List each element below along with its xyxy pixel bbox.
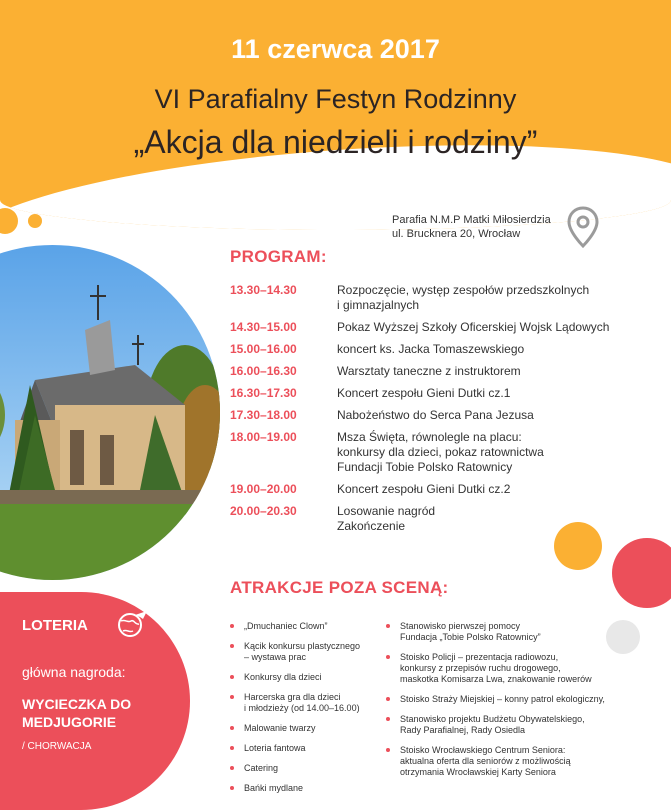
list-item — [230, 723, 380, 734]
program-desc: Msza Święta, równolegle na placu: konkursy dla dzieci, pokaz ratownictwa Fundacji Tobie Polsko Ratownicy — [337, 430, 544, 474]
list-item — [230, 763, 380, 774]
attractions-list-right — [386, 621, 646, 787]
attraction-text: Bańki mydlane — [244, 783, 304, 793]
lottery-title: LOTERIA — [22, 617, 88, 634]
bullet-icon — [230, 786, 234, 790]
event-date: 11 czerwca 2017 — [231, 34, 440, 64]
attraction-text: Konkursy dla dzieci — [244, 672, 322, 682]
bullet-icon — [230, 726, 234, 730]
address-line-2: ul. Brucknera 20, Wrocław — [392, 228, 521, 240]
list-item — [230, 672, 380, 683]
bullet-icon — [386, 697, 390, 701]
program-time: 16.30–17.30 — [230, 386, 297, 400]
attractions-list-left — [230, 621, 380, 803]
program-row — [230, 504, 670, 534]
program-desc: koncert ks. Jacka Tomaszewskiego — [337, 342, 525, 356]
program-desc: Losowanie nagród Zakończenie — [337, 504, 436, 533]
attraction-text: Stanowisko pierwszej pomocy Fundacja „Tobie Polsko Ratownicy” — [400, 621, 541, 642]
bullet-icon — [230, 644, 234, 648]
bullet-icon — [386, 717, 390, 721]
decor-dot — [28, 214, 42, 228]
list-item — [386, 714, 646, 736]
attraction-text: Kącik konkursu plastycznego – wystawa prac — [244, 641, 361, 662]
program-row — [230, 283, 670, 313]
attraction-text: Stoisko Policji – prezentacja radiowozu, konkursy z przepisów ruchu drogowego, maskotka Komisarza Lwa, znakowanie rowerów — [400, 652, 592, 684]
program-row — [230, 430, 670, 475]
map-pin-icon — [566, 206, 600, 253]
lottery-subtitle: główna nagroda: — [22, 664, 126, 680]
list-item — [386, 745, 646, 778]
attraction-text: Stoisko Wrocławskiego Centrum Seniora: aktualna oferta dla seniorów z możliwością otrzymania Wrocławskiej Karty Seniora — [400, 745, 571, 777]
program-time: 18.00–19.00 — [230, 430, 297, 444]
list-item — [230, 783, 380, 794]
address — [392, 213, 551, 241]
program-desc: Nabożeństwo do Serca Pana Jezusa — [337, 408, 534, 422]
program-row — [230, 386, 670, 401]
program-time: 16.00–16.30 — [230, 364, 297, 378]
program-desc: Koncert zespołu Gieni Dutki cz.2 — [337, 482, 511, 496]
list-item — [230, 621, 380, 632]
attraction-text: Stanowisko projektu Budżetu Obywatelskiego, Rady Parafialnej, Rady Osiedla — [400, 714, 585, 735]
list-item — [386, 694, 646, 705]
event-subtitle: „Akcja dla niedzieli i rodziny” — [133, 124, 538, 160]
program-row — [230, 342, 670, 357]
program-desc: Koncert zespołu Gieni Dutki cz.1 — [337, 386, 511, 400]
program-row — [230, 320, 670, 335]
program-desc: Pokaz Wyższej Szkoły Oficerskiej Wojsk Lądowych — [337, 320, 610, 334]
decor-dot — [612, 538, 671, 608]
list-item — [386, 652, 646, 685]
attractions-title: ATRAKCJE POZA SCENĄ: — [230, 578, 449, 597]
church-photo — [0, 245, 220, 580]
bullet-icon — [230, 624, 234, 628]
program-row — [230, 364, 670, 379]
program-row — [230, 408, 670, 423]
attraction-text: Harcerska gra dla dzieci i młodzieży (od 14.00–16.00) — [244, 692, 360, 713]
bullet-icon — [386, 624, 390, 628]
lottery-panel — [0, 592, 190, 810]
list-item — [386, 621, 646, 643]
event-title: VI Parafialny Festyn Rodzinny — [154, 84, 517, 114]
program-desc: Rozpoczęcie, występ zespołów przedszkolnych i gimnazjalnych — [337, 283, 590, 312]
program-time: 14.30–15.00 — [230, 320, 297, 334]
lottery-prize: WYCIECZKA DO MEDJUGORIE — [22, 696, 132, 730]
bullet-icon — [230, 695, 234, 699]
list-item — [230, 641, 380, 663]
attraction-text: Malowanie twarzy — [244, 723, 316, 733]
program-time: 20.00–20.30 — [230, 504, 297, 518]
list-item — [230, 692, 380, 714]
bullet-icon — [386, 655, 390, 659]
program-row — [230, 482, 670, 497]
program-time: 13.30–14.30 — [230, 283, 297, 297]
list-item — [230, 743, 380, 754]
globe-plane-icon — [115, 609, 149, 644]
bullet-icon — [386, 748, 390, 752]
attraction-text: Catering — [244, 763, 279, 773]
attraction-text: „Dmuchaniec Clown” — [244, 621, 328, 631]
attraction-text: Loteria fantowa — [244, 743, 306, 753]
bullet-icon — [230, 766, 234, 770]
program-time: 15.00–16.00 — [230, 342, 297, 356]
bullet-icon — [230, 746, 234, 750]
program-title: PROGRAM: — [230, 247, 327, 266]
program-desc: Warsztaty taneczne z instruktorem — [337, 364, 521, 378]
bullet-icon — [230, 675, 234, 679]
attraction-text: Stoisko Straży Miejskiej – konny patrol ekologiczny, — [400, 694, 605, 704]
program-time: 17.30–18.00 — [230, 408, 297, 422]
lottery-country: / CHORWACJA — [22, 741, 92, 752]
address-line-1: Parafia N.M.P Matki Miłosierdzia — [392, 214, 551, 226]
program-list — [230, 283, 670, 541]
program-time: 19.00–20.00 — [230, 482, 297, 496]
